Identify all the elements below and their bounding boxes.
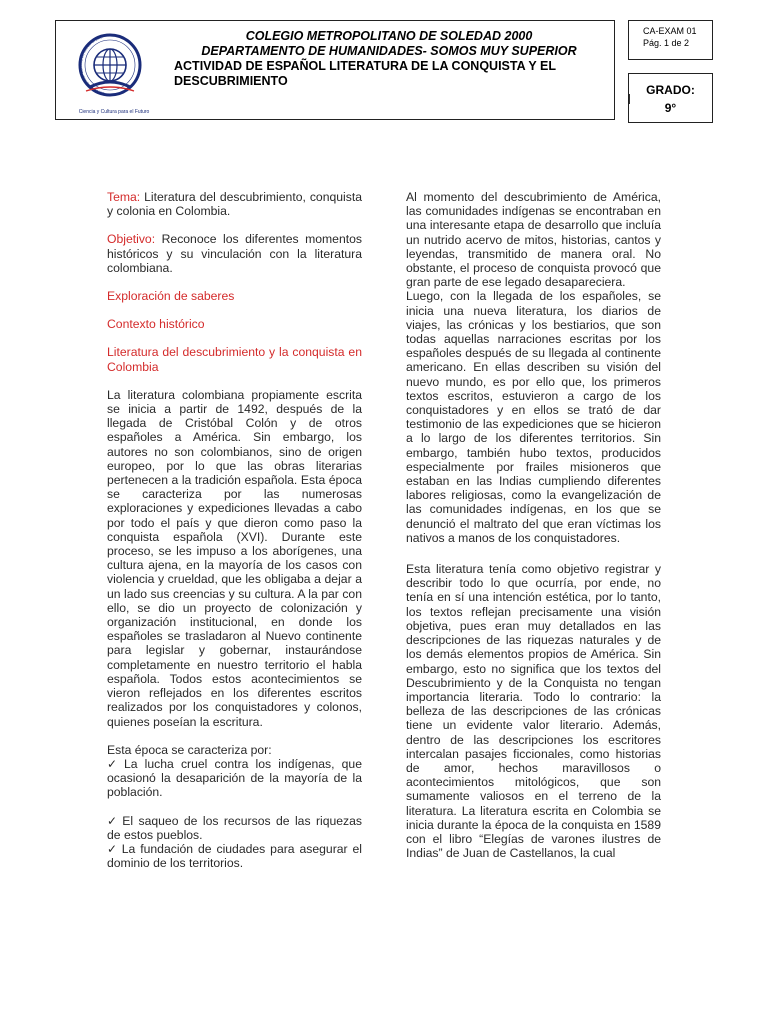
list-item-text: La fundación de ciudades para asegurar el dominio de los territorios. xyxy=(107,841,362,871)
exploracion-heading: Exploración de saberes xyxy=(107,289,235,304)
right-column xyxy=(406,190,661,860)
tema-label: Tema: xyxy=(107,190,141,204)
logo-cell xyxy=(56,21,166,121)
list-item-text: La lucha cruel contra los indígenas, que ocasionó la desaparición de la mayoría de la población. xyxy=(107,756,362,800)
objetivo-paragraph xyxy=(107,232,362,275)
tema-text: Literatura del descubrimiento, conquista y colonia en Colombia. xyxy=(107,190,362,219)
department-name: DEPARTAMENTO DE HUMANIDADES- SOMOS MUY SUPERIOR xyxy=(201,44,577,58)
left-paragraph-1: La literatura colombiana propiamente escrita se inicia a partir de 1492, después de la llegada de Cristóbal Colón y de otros españoles a América. Sin embargo, los autores no son colombianos, sino de origen europeo, por lo que las obras literarias pertenecen a la tradición española. Esta época se caracteriza por las numerosas exploraciones y expediciones llevadas a cabo por todo el país y que dieron como paso la conquista española (XVI). Durante este proceso, se les impuso a los aborígenes, una cultura ajena, en la mayoría de los casos con violencia y crueldad, que les obligaba a dejar a un lado sus creencias y su cultura. A la par con ello, se dio un proyecto de colonización y organización institucional, en donde los españoles se trasladaron al Nuevo continente para legislar y gobernar, instaurándose completamente en nuestro territorio el habla española. Todos estos acontecimientos se vieron reflejados en los diferentes escritos realizados por los conquistadores y colonos, quienes poseían la escritura. xyxy=(107,387,362,729)
school-logo-icon xyxy=(76,27,144,107)
grade-box xyxy=(628,73,713,123)
grade-label: GRADO: xyxy=(646,83,695,97)
header-table xyxy=(55,20,615,120)
contexto-heading: Contexto histórico xyxy=(107,317,205,332)
document-code: CA-EXAM 01 xyxy=(643,26,697,36)
list-item xyxy=(107,842,362,870)
right-paragraph-1: Al momento del descubrimiento de América, las comunidades indígenas se encontraban en una interesante etapa de desarrollo que incluía un nutrido acervo de mitos, historias, cantos y leyendas, transmitido de manera oral. No obstante, el proceso de conquista provocó que gran parte de ese legado desapareciera. xyxy=(406,190,661,290)
objetivo-text: Reconoce los diferentes momentos históricos y su vinculación con la literatura colombiana. xyxy=(107,232,362,275)
right-paragraph-3: Esta literatura tenía como objetivo registrar y describir todo lo que ocurría, por ende, no tenía en sí una intención estética, por lo tanto, los textos reflejan precisamente una visión objetiva, pues eran muy detallados en las descripciones de las riquezas naturales y de los demás elementos propios de América. Sin embargo, esto no significa que los textos del Descubrimiento y de la Conquista no tengan importancia literaria. Todo lo contrario: la belleza de las descripciones de las crónicas tiene un evidente valor literario. Además, dentro de las descripciones los escritores intercalan pasajes ficcionales, como historias de amor, hechos maravillosos o acontecimientos mitológicos, que son sumamente valiosos en el terreno de la literatura. La literatura escrita en Colombia se inicia durante la época de la conquista en 1589 con el libro “Elegías de varones ilustres de Indias” de Juan de Castellanos, la cual xyxy=(406,562,661,861)
logo-tagline: Ciencia y Cultura para el Futuro xyxy=(78,109,150,115)
section-subtitle: Literatura del descubrimiento y la conquista en Colombia xyxy=(107,345,362,374)
list-item xyxy=(107,757,362,800)
tema-paragraph xyxy=(107,190,362,218)
school-name: COLEGIO METROPOLITANO DE SOLEDAD 2000 xyxy=(245,29,533,43)
list-item xyxy=(107,814,362,842)
list-item-text: El saqueo de los recursos de las riquezas de estos pueblos. xyxy=(107,813,363,842)
title-cell xyxy=(174,29,604,88)
page-number: Pág. 1 de 2 xyxy=(643,38,690,48)
logo-ring-text: COLEGIO METROPOLITANO DE SOLEDAD 2000 xyxy=(79,35,105,96)
activity-title: ACTIVIDAD DE ESPAÑOL LITERATURA DE LA CONQUISTA Y EL DESCUBRIMIENTO xyxy=(174,59,556,88)
right-paragraph-2: Luego, con la llegada de los españoles, se inicia una nueva literatura, los diarios de viajes, las crónicas y los bestiarios, que son todas aquellas narraciones escritas por los españoles después de su llegada al continente americano. En ellas describen su visión del nuevo mundo, es por ello que, los primeros textos escritos, estuvieron a cargo de los conquistadores y en ellos se trató de dar testimonio de las expediciones que se hicieron a lo largo de los diferentes territorios. Sin embargo, también hubo textos, producidos especialmente por frailes misioneros que estaban en las Indias cumpliendo diferentes labores religiosas, como la evangelización de las comunidades indígenas, en los que se denunció el maltrato del que eran víctimas los nativos a manos de los conquistadores. xyxy=(406,289,661,545)
list-intro: Esta época se caracteriza por: xyxy=(107,742,272,757)
objetivo-label: Objetivo: xyxy=(107,232,156,247)
document-code-box xyxy=(628,20,713,60)
grade-value: 9° xyxy=(664,101,677,115)
left-column xyxy=(107,190,362,870)
